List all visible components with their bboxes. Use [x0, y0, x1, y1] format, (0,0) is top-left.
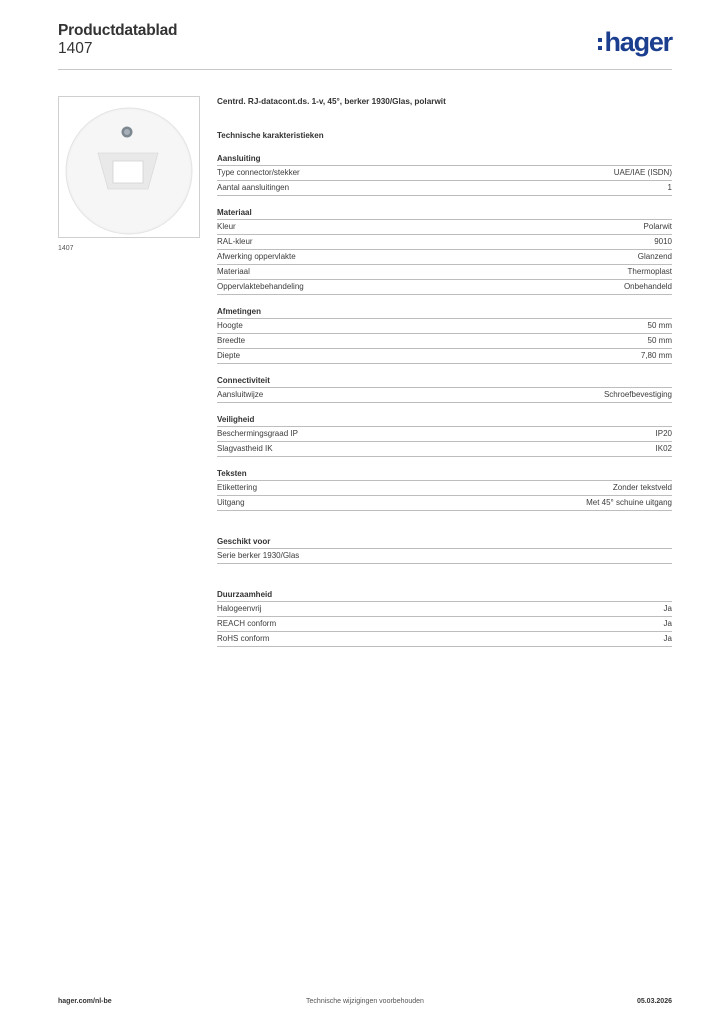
section-title: Aansluiting	[217, 152, 672, 166]
spec-label: Aantal aansluitingen	[217, 183, 290, 192]
logo-text: hager	[604, 27, 672, 57]
section-materiaal	[217, 206, 672, 295]
spec-row	[217, 549, 672, 564]
section-title: Duurzaamheid	[217, 588, 672, 602]
spec-value: Polarwit	[643, 222, 672, 231]
spec-value: Ja	[663, 619, 672, 628]
product-image	[58, 96, 200, 238]
spec-row	[217, 442, 672, 457]
spec-row	[217, 496, 672, 511]
spec-label: REACH conform	[217, 619, 277, 628]
spec-label: Afwerking oppervlakte	[217, 252, 296, 261]
section-title: Materiaal	[217, 206, 672, 220]
spec-label: Breedte	[217, 336, 246, 345]
spec-value: 7,80 mm	[640, 351, 672, 360]
spec-row	[217, 617, 672, 632]
header-divider	[58, 69, 672, 70]
spec-label: Oppervlaktebehandeling	[217, 282, 304, 291]
spec-value: Zonder tekstveld	[612, 483, 672, 492]
spec-row	[217, 602, 672, 617]
spec-row	[217, 427, 672, 442]
product-description: Centrd. RJ-datacont.ds. 1-v, 45°, berker 1930/Glas, polarwit	[217, 97, 446, 106]
spec-row	[217, 235, 672, 250]
spec-value: 1	[667, 183, 672, 192]
spec-value: IP20	[655, 429, 672, 438]
footer-notice: Technische wijzigingen voorbehouden	[306, 998, 424, 1005]
spec-row	[217, 334, 672, 349]
spec-value: Schroefbevestiging	[603, 390, 672, 399]
spec-value: 9010	[654, 237, 672, 246]
spec-row	[217, 280, 672, 295]
spec-label: Serie berker 1930/Glas	[217, 551, 300, 560]
spec-label: Type connector/stekker	[217, 168, 300, 177]
hager-logo	[598, 27, 672, 57]
spec-row	[217, 166, 672, 181]
section-title: Geschikt voor	[217, 535, 672, 549]
product-number: 1407	[58, 40, 93, 57]
section-title: Veiligheid	[217, 413, 672, 427]
spec-label: Hoogte	[217, 321, 243, 330]
footer-date: 05.03.2026	[636, 998, 672, 1005]
spec-value: Ja	[663, 634, 672, 643]
page-header	[58, 20, 672, 68]
spec-value: Ja	[663, 604, 672, 613]
section-title: Connectiviteit	[217, 374, 672, 388]
spec-row	[217, 220, 672, 235]
spec-row	[217, 632, 672, 647]
image-caption: 1407	[58, 245, 74, 252]
spec-value: Thermoplast	[627, 267, 672, 276]
section-connectiviteit	[217, 374, 672, 403]
spec-value: 50 mm	[647, 336, 672, 345]
footer-website[interactable]: hager.com/nl-be	[58, 998, 112, 1005]
spec-value: UAE/IAE (ISDN)	[613, 168, 672, 177]
spec-value: 50 mm	[647, 321, 672, 330]
spec-label: RoHS conform	[217, 634, 270, 643]
spec-row	[217, 349, 672, 364]
spec-row	[217, 481, 672, 496]
spec-label: Diepte	[217, 351, 241, 360]
spec-row	[217, 319, 672, 334]
rj-data-cover-icon	[59, 97, 199, 237]
spec-row	[217, 250, 672, 265]
spec-label: Aansluitwijze	[217, 390, 264, 399]
spec-label: Slagvastheid IK	[217, 444, 273, 453]
section-duurzaamheid	[217, 588, 672, 647]
section-aansluiting	[217, 152, 672, 196]
spec-value: Onbehandeld	[623, 282, 672, 291]
logo-dots-icon	[598, 38, 602, 50]
spec-value: Met 45° schuine uitgang	[586, 498, 672, 507]
section-geschikt-voor	[217, 535, 672, 564]
section-title: Afmetingen	[217, 305, 672, 319]
spec-label: Kleur	[217, 222, 236, 231]
section-teksten	[217, 467, 672, 511]
spec-row	[217, 181, 672, 196]
spec-label: RAL-kleur	[217, 237, 253, 246]
section-afmetingen	[217, 305, 672, 364]
spec-label: Beschermingsgraad IP	[217, 429, 298, 438]
tech-heading: Technische karakteristieken	[217, 131, 324, 140]
page-footer	[58, 998, 672, 1010]
spec-label: Etikettering	[217, 483, 258, 492]
spec-value: IK02	[655, 444, 672, 453]
spec-content	[217, 96, 672, 647]
section-veiligheid	[217, 413, 672, 457]
spec-label: Materiaal	[217, 267, 250, 276]
spec-row	[217, 265, 672, 280]
spec-label: Halogeenvrij	[217, 604, 262, 613]
spec-row	[217, 388, 672, 403]
section-title: Teksten	[217, 467, 672, 481]
spec-value: Glanzend	[637, 252, 672, 261]
spec-label: Uitgang	[217, 498, 245, 507]
document-title: Productdatablad	[58, 22, 178, 39]
